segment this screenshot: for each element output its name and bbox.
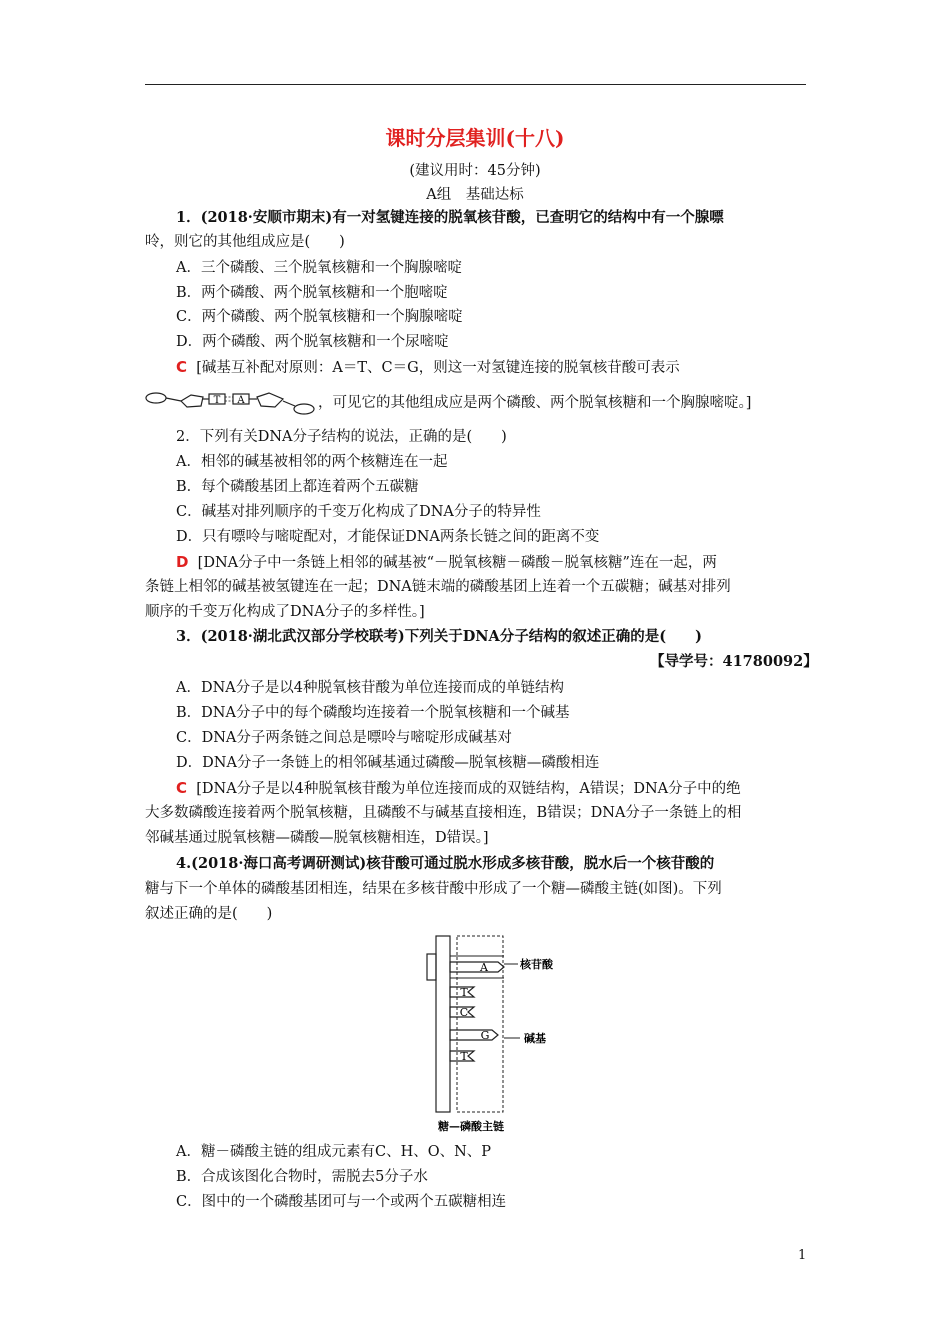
backbone-outer — [436, 936, 450, 1112]
q3-option-b: B．DNA分子中的每个磷酸均连接着一个脱氧核糖和一个碱基 — [176, 705, 570, 721]
q2-stem: 2．下列有关DNA分子结构的说法，正确的是( ) — [176, 429, 507, 445]
q3-explanation-line1: C [DNA分子是以4种脱氧核苷酸为单位连接而成的双链结构，A错误；DNA分子中的绝 — [176, 779, 741, 797]
q1-option-d: D．两个磷酸、两个脱氧核糖和一个尿嘧啶 — [176, 334, 449, 350]
q2-option-b: B．每个磷酸基团上都连着两个五碳糖 — [176, 479, 419, 495]
q4-option-a: A．糖－磷酸主链的组成元素有C、H、O、N、P — [176, 1144, 492, 1160]
base-a-text: A — [480, 961, 488, 974]
q1-explanation-line2: ，可见它的其他组成应是两个磷酸、两个脱氧核糖和一个胸腺嘧啶。] — [318, 395, 752, 411]
q3-option-d: D．DNA分子一条链上的相邻碱基通过磷酸—脱氧核糖—磷酸相连 — [176, 755, 600, 771]
base-t-label: T — [213, 395, 221, 406]
q3-guide-number: 【导学号：41780092】 — [650, 653, 818, 670]
q1-stem-line1: 1．(2018·安顺市期末)有一对氢键连接的脱氧核苷酸，已查明它的结构中有一个腺嘌 — [176, 209, 724, 226]
backbone-terminal — [427, 954, 436, 980]
q3-answer: C — [176, 779, 188, 797]
phosphate-right-icon — [294, 404, 314, 414]
label-nucleotide: 核苷酸 — [520, 958, 553, 971]
q2-answer: D — [176, 553, 189, 571]
q4-option-c: C．图中的一个磷酸基团可与一个或两个五碳糖相连 — [176, 1194, 507, 1210]
q2-explanation-line2: 条链上相邻的碱基被氢键连在一起；DNA链末端的磷酸基团上连着一个五碳糖；碱基对排列 — [145, 579, 731, 595]
q3-explanation-line2: 大多数磷酸连接着两个脱氧核糖，且磷酸不与碱基直接相连，B错误；DNA分子一条链上的相 — [145, 805, 742, 821]
q2-option-a: A．相邻的碱基被相邻的两个核糖连在一起 — [176, 454, 448, 470]
label-base: 碱基 — [524, 1032, 546, 1045]
q1-stem-line2: 呤，则它的其他组成应是( ) — [145, 234, 345, 250]
q2-option-c: C．碱基对排列顺序的千变万化构成了DNA分子的特异性 — [176, 504, 541, 520]
time-note: (建议用时：45分钟) — [409, 163, 541, 179]
q4-stem-line1: 4.(2018·海口高考调研测试)核苷酸可通过脱水形成多核苷酸，脱水后一个核苷酸的 — [176, 855, 715, 872]
sugar-phosphate-chain-figure — [418, 932, 578, 1140]
q3-explanation-line3: 邻碱基通过脱氧核糖—磷酸—脱氧核糖相连，D错误。] — [145, 830, 489, 846]
q4-stem-line3: 叙述正确的是( ) — [145, 906, 273, 922]
q2-explanation-line3: 顺序的千变万化构成了DNA分子的多样性。] — [145, 604, 425, 620]
q4-stem-line2: 糖与下一个单体的磷酸基团相连，结果在多核苷酸中形成了一个糖—磷酸主链(如图)。下列 — [145, 881, 722, 897]
header-rule — [145, 84, 806, 85]
q4-option-b: B．合成该图化合物时，需脱去5分子水 — [176, 1169, 428, 1185]
group-heading: A组 基础达标 — [426, 187, 524, 203]
q1-answer: C — [176, 358, 188, 376]
q1-option-a: A．三个磷酸、三个脱氧核糖和一个胸腺嘧啶 — [176, 260, 462, 276]
sugar-left-icon — [181, 395, 203, 407]
base-t2-text: T — [460, 1050, 468, 1063]
q3-option-a: A．DNA分子是以4种脱氧核苷酸为单位连接而成的单链结构 — [176, 680, 564, 696]
q2-explanation-line1: D [DNA分子中一条链上相邻的碱基被“－脱氧核糖－磷酸－脱氧核糖”连在一起，两 — [176, 553, 717, 571]
sugar-right-icon — [257, 393, 283, 407]
q3-stem: 3．(2018·湖北武汉部分学校联考)下列关于DNA分子结构的叙述正确的是( ) — [176, 628, 703, 645]
page-number: 1 — [798, 1248, 807, 1263]
nucleotide-pair-figure — [145, 383, 317, 417]
q1-option-b: B．两个磷酸、两个脱氧核糖和一个胞嘧啶 — [176, 285, 448, 301]
base-a-shape — [450, 962, 504, 972]
base-c-text: C — [459, 1006, 469, 1019]
base-a-label: A — [237, 395, 245, 406]
base-g-text: G — [480, 1029, 490, 1042]
q1-explanation-line1: C [碱基互补配对原则：A＝T、C＝G，则这一对氢键连接的脱氧核苷酸可表示 — [176, 358, 680, 376]
base-t1-text: T — [460, 986, 468, 999]
q3-option-c: C．DNA分子两条链之间总是嘌呤与嘧啶形成碱基对 — [176, 730, 512, 746]
page-title: 课时分层集训(十八) — [385, 126, 565, 150]
label-chain: 糖—磷酸主链 — [438, 1120, 504, 1133]
phosphate-left-icon — [146, 393, 166, 403]
q2-option-d: D．只有嘌呤与嘧啶配对，才能保证DNA两条长链之间的距离不变 — [176, 529, 600, 545]
q1-option-c: C．两个磷酸、两个脱氧核糖和一个胸腺嘧啶 — [176, 309, 463, 325]
